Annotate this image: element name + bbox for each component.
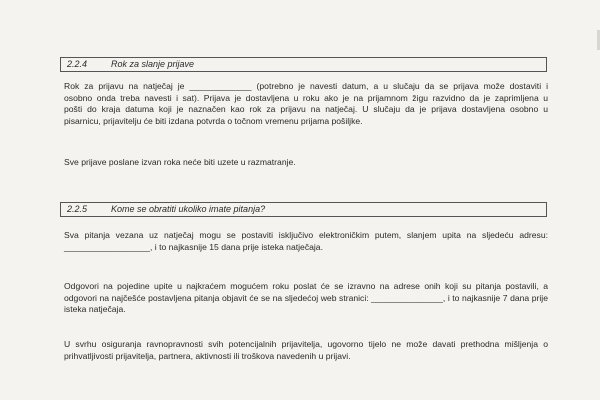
section-title: Rok za slanje prijave — [111, 59, 195, 69]
paragraph-late-submissions — [64, 157, 548, 169]
section-heading-2-2-4 — [60, 57, 547, 72]
paragraph-line: U svrhu osiguranja ravnopravnosti svih potencijalnih prijavitelja, ugovorno tijelo ne može davati prethodna mišljenja o — [64, 339, 548, 349]
paragraph-line: prihvatljivosti prijavitelja, partnera, aktivnosti ili troškova navedenih u prijavi. — [64, 350, 351, 361]
paragraph-line: pošti do kraja datuma koji je naznačen kao rok za prijavu na natječaj. U slučaju da je prijava dostavljena osobno u — [64, 104, 548, 115]
paragraph-equal-treatment — [64, 339, 548, 362]
paragraph-line: Sva pitanja vezana uz natječaj mogu se postaviti isključivo elektroničkim putem, slanjem upita na sljedeću adresu: — [64, 230, 548, 240]
paragraph-line: pisarnicu, prijavitelju će biti izdana potvrda o točnom vremenu prijama pošiljke. — [64, 116, 363, 127]
paragraph-line: Sve prijave poslane izvan roka neće biti uzete u razmatranje. — [64, 157, 296, 167]
section-number: 2.2.4 — [67, 59, 88, 69]
paragraph-line: Odgovori na pojedine upite u najkraćem mogućem roku poslat će se izravno na adrese onih koji su pitanja postavili, a — [64, 281, 548, 291]
paragraph-line: Rok za prijavu na natječaj je _____________ (potrebno je navesti datum, a u slučaju da se prijava može dostaviti i — [64, 81, 548, 91]
paragraph-line: osobno onda treba navesti i sat). Prijava je dostavljena u roku ako je na prijamnom žigu razvidno da je zaprimljena u — [64, 92, 548, 103]
paragraph-line: isteka natječaja. — [64, 304, 126, 315]
paragraph-line: __________________, i to najkasnije 15 dana prije isteka natječaja. — [64, 241, 323, 252]
section-number: 2.2.5 — [67, 204, 88, 214]
section-heading-2-2-5 — [60, 202, 547, 217]
paragraph-deadline — [64, 81, 548, 128]
section-title: Kome se obratiti ukoliko imate pitanja? — [111, 204, 266, 214]
paragraph-questions — [64, 230, 548, 253]
paragraph-answers — [64, 281, 548, 316]
paragraph-line: odgovori na najčešće postavljena pitanja objavit će se na sljedećoj web stranici: _______________, i to najkasnije 7 dana prije — [64, 292, 548, 303]
